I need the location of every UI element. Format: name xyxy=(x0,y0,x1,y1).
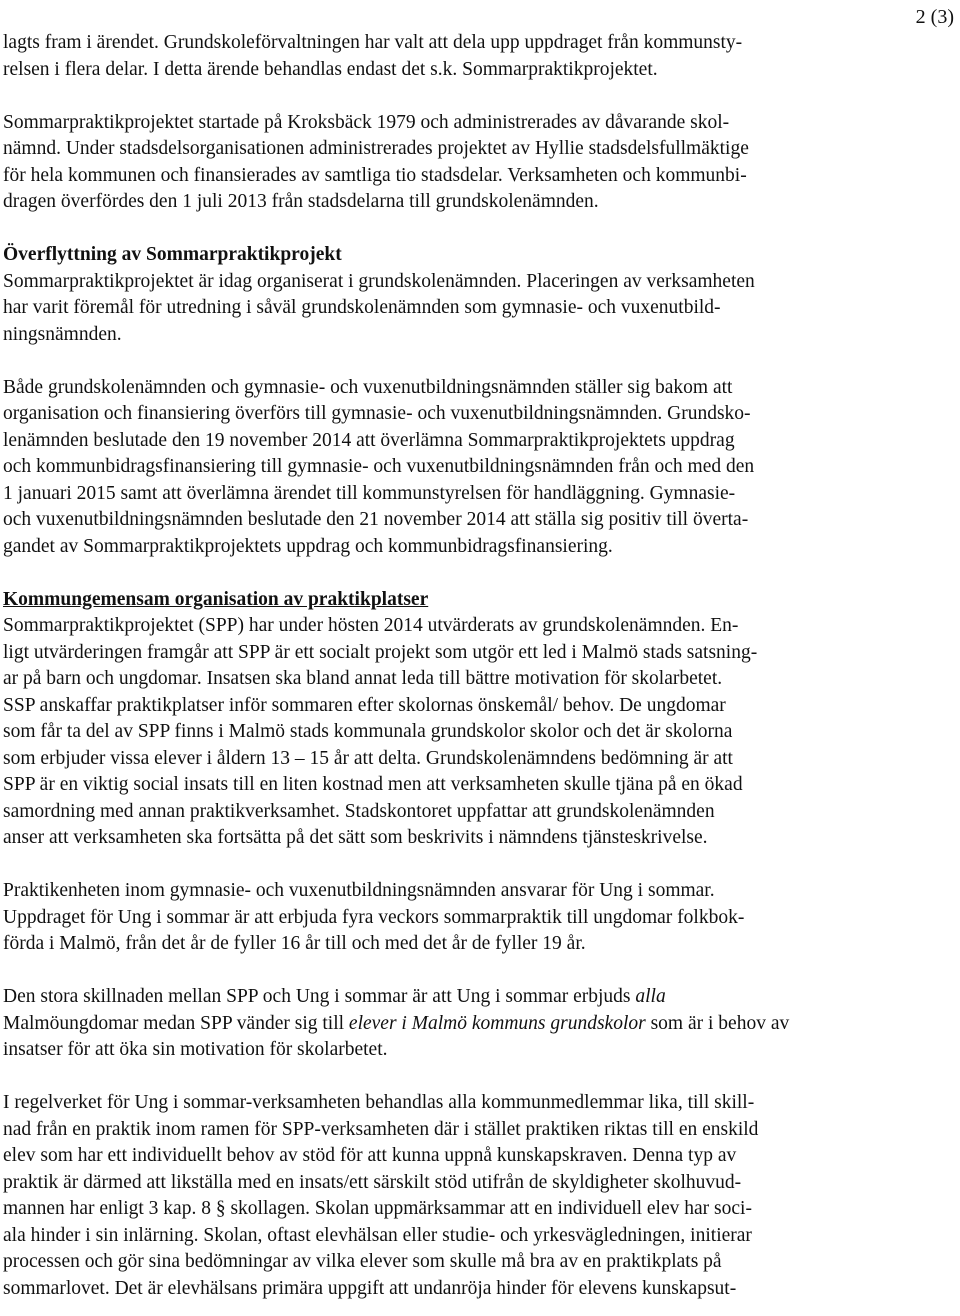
paragraph-regulations xyxy=(3,1090,883,1302)
text-line: ala hinder i sin inlärning. Skolan, oftast elevhälsan eller studie- och yrkesvägledningen, initierar xyxy=(3,1224,752,1246)
text-line: som erbjuder vissa elever i åldern 13 – 15 år att delta. Grundskolenämndens bedömning är att xyxy=(3,747,733,769)
text-line: mannen har enligt 3 kap. 8 § skollagen. Skolan uppmärksammar att en individuell elev har soci- xyxy=(3,1198,752,1219)
section-heading-common-organisation: Kommungemensam organisation av praktikplatser xyxy=(3,588,429,610)
emphasis-text: alla xyxy=(635,986,666,1007)
text-line: samordning med annan praktikverksamhet. Stadskontoret uppfattar att grundskolenämnden xyxy=(3,800,715,822)
text-line: ningsnämnden. xyxy=(3,323,122,345)
text-line: Praktikenheten inom gymnasie- och vuxenutbildningsnämnden ansvarar för Ung i sommar. xyxy=(3,880,715,901)
text-run: Den stora skillnaden mellan SPP och Ung i sommar är att Ung i sommar erbjuds xyxy=(3,986,636,1007)
text-run: som är i behov av xyxy=(645,1012,790,1034)
text-line: relsen i flera delar. I detta ärende behandlas endast det s.k. Sommarpraktikprojektet. xyxy=(3,58,658,80)
text-line: sommarlovet. Det är elevhälsans primära uppgift att undanröja hinder för elevens kunskapsut- xyxy=(3,1277,737,1299)
paragraph-difference xyxy=(3,984,883,1064)
document-body xyxy=(3,30,883,1302)
text-run: Malmöungdomar medan SPP vänder sig till xyxy=(3,1012,349,1034)
text-line: dragen överfördes den 1 juli 2013 från stadsdelarna till grundskolenämnden. xyxy=(3,191,599,212)
text-line: och vuxenutbildningsnämnden beslutade den 21 november 2014 att ställa sig positiv till överta- xyxy=(3,509,749,530)
text-line: praktik är därmed att likställa med en insats/ett särskilt stöd utifrån de skyldigheter skolhuvud- xyxy=(3,1171,742,1193)
section-heading-transfer: Överflyttning av Sommarpraktikprojekt xyxy=(3,244,342,265)
text-line: för hela kommunen och finansierades av samtliga tio stadsdelar. Verksamheten och kommunbi- xyxy=(3,164,747,186)
text-line: Sommarpraktikprojektet (SPP) har under hösten 2014 utvärderats av grundskolenämnden. En- xyxy=(3,615,739,636)
text-line: anser att verksamheten ska fortsätta på det sätt som beskrivits i nämndens tjänsteskrivelse. xyxy=(3,827,708,848)
paragraph-history xyxy=(3,110,883,216)
text-line: I regelverket för Ung i sommar-verksamheten behandlas alla kommunmedlemmar lika, till skill- xyxy=(3,1092,755,1113)
text-line: förda i Malmö, från det år de fyller 16 år till och med det år de fyller 19 år. xyxy=(3,933,586,954)
text-line: nämnd. Under stadsdelsorganisationen administrerades projektet av Hyllie stadsdelsfullmäktige xyxy=(3,138,749,159)
page-number: 2 (3) xyxy=(915,6,954,28)
text-line: och kommunbidragsfinansiering till gymnasie- och vuxenutbildningsnämnden från och med den xyxy=(3,456,755,477)
text-line: SPP är en viktig social insats till en liten kostnad men att verksamheten skulle tjäna på en ökad xyxy=(3,774,743,795)
text-line xyxy=(3,984,883,1011)
text-line xyxy=(3,1011,883,1038)
text-line: processen och gör sina bedömningar av vilka elever som skulle må bra av en praktikplats på xyxy=(3,1251,722,1272)
text-line: organisation och finansiering överförs till gymnasie- och vuxenutbildningsnämnden. Grundsko- xyxy=(3,403,751,424)
text-line: har varit föremål för utredning i såväl grundskolenämnden som gymnasie- och vuxenutbild- xyxy=(3,297,721,318)
text-line: elev som har ett individuellt behov av stöd för att kunna uppnå kunskapskraven. Denna typ av xyxy=(3,1145,737,1166)
text-line: nad från en praktik inom ramen för SPP-verksamheten där i stället praktiken riktas till en enskild xyxy=(3,1118,759,1140)
text-line: ar på barn och ungdomar. Insatsen ska bland annat leda till bättre motivation för skolarbetet. xyxy=(3,668,723,689)
text-line: Sommarpraktikprojektet är idag organiserat i grundskolenämnden. Placeringen av verksamheten xyxy=(3,270,755,292)
text-line: insatser för att öka sin motivation för skolarbetet. xyxy=(3,1039,388,1060)
text-line: gandet av Sommarpraktikprojektets uppdrag och kommunbidragsfinansiering. xyxy=(3,535,613,557)
paragraph-intro xyxy=(3,30,883,83)
text-line: Sommarpraktikprojektet startade på Kroksbäck 1979 och administrerades av dåvarande skol- xyxy=(3,111,730,133)
text-line: Uppdraget för Ung i sommar är att erbjuda fyra veckors sommarpraktik till ungdomar folkbok- xyxy=(3,906,745,928)
text-line: Både grundskolenämnden och gymnasie- och vuxenutbildningsnämnden ställer sig bakom att xyxy=(3,376,733,398)
text-line: som får ta del av SPP finns i Malmö stads kommunala grundskolor skolor och det är skolorna xyxy=(3,721,733,742)
paragraph-organisation xyxy=(3,269,883,349)
paragraph-ung-i-sommar xyxy=(3,878,883,958)
text-line: SSP anskaffar praktikplatser inför sommaren efter skolornas önskemål/ behov. De ungdomar xyxy=(3,694,726,716)
emphasis-text: elever i Malmö kommuns grundskolor xyxy=(348,1012,646,1034)
text-line: lenämnden beslutade den 19 november 2014 att överlämna Sommarpraktikprojektets uppdrag xyxy=(3,429,735,451)
paragraph-decisions xyxy=(3,375,883,561)
text-line: lagts fram i ärendet. Grundskoleförvaltningen har valt att dela upp uppdraget från kommunsty- xyxy=(3,32,743,53)
paragraph-evaluation xyxy=(3,613,883,852)
text-line: 1 januari 2015 samt att överlämna ärendet till kommunstyrelsen för handläggning. Gymnasie- xyxy=(3,482,736,504)
text-line: ligt utvärderingen framgår att SPP är ett socialt projekt som utgör ett led i Malmö stads satsning- xyxy=(3,641,758,663)
